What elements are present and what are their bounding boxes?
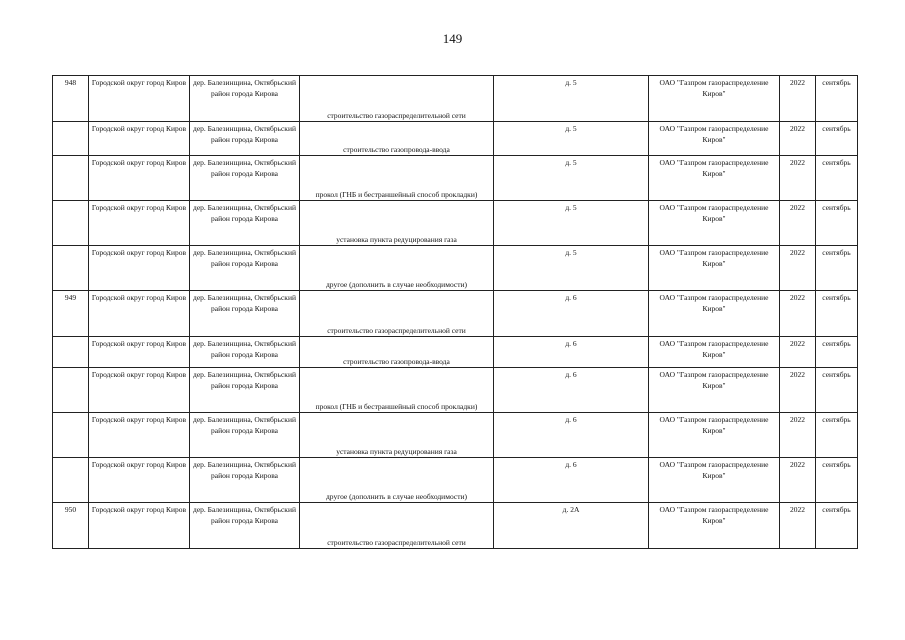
work-type-text: строительство газопровода-ввода <box>343 357 450 366</box>
table-row <box>53 122 858 156</box>
work-type-cell <box>300 156 494 201</box>
month-cell: сентябрь <box>816 337 858 368</box>
locality-cell: дер. Балезинщина, Октябрьский район города Кирова <box>190 368 300 413</box>
work-type-text: установка пункта редуцирования газа <box>336 235 457 244</box>
municipality-cell: Городской округ город Киров <box>89 368 190 413</box>
house-number-cell: д. 5 <box>494 122 649 156</box>
house-number-cell: д. 6 <box>494 458 649 503</box>
row-number-cell <box>53 458 89 503</box>
table-row <box>53 201 858 246</box>
house-number-cell: д. 5 <box>494 156 649 201</box>
organization-cell: ОАО "Газпром газораспределение Киров" <box>649 76 780 122</box>
month-cell: сентябрь <box>816 458 858 503</box>
table-row <box>53 291 858 337</box>
house-number-cell: д. 6 <box>494 413 649 458</box>
table-body <box>53 76 858 549</box>
year-cell: 2022 <box>780 413 816 458</box>
organization-cell: ОАО "Газпром газораспределение Киров" <box>649 291 780 337</box>
work-type-cell <box>300 76 494 122</box>
year-cell: 2022 <box>780 76 816 122</box>
work-type-cell <box>300 503 494 549</box>
row-number-cell <box>53 156 89 201</box>
organization-cell: ОАО "Газпром газораспределение Киров" <box>649 156 780 201</box>
row-number-cell <box>53 368 89 413</box>
month-cell: сентябрь <box>816 76 858 122</box>
locality-cell: дер. Балезинщина, Октябрьский район города Кирова <box>190 122 300 156</box>
house-number-cell: д. 6 <box>494 291 649 337</box>
work-type-text: установка пункта редуцирования газа <box>336 447 457 456</box>
year-cell: 2022 <box>780 368 816 413</box>
row-number-cell <box>53 413 89 458</box>
table-row <box>53 246 858 291</box>
municipality-cell: Городской округ город Киров <box>89 458 190 503</box>
organization-cell: ОАО "Газпром газораспределение Киров" <box>649 503 780 549</box>
month-cell: сентябрь <box>816 368 858 413</box>
municipality-cell: Городской округ город Киров <box>89 337 190 368</box>
organization-cell: ОАО "Газпром газораспределение Киров" <box>649 201 780 246</box>
page-number: 149 <box>442 31 463 46</box>
month-cell: сентябрь <box>816 291 858 337</box>
work-type-cell <box>300 368 494 413</box>
organization-cell: ОАО "Газпром газораспределение Киров" <box>649 458 780 503</box>
table-row <box>53 458 858 503</box>
month-cell: сентябрь <box>816 413 858 458</box>
municipality-cell: Городской округ город Киров <box>89 503 190 549</box>
table-row <box>53 503 858 549</box>
organization-cell: ОАО "Газпром газораспределение Киров" <box>649 368 780 413</box>
table-row <box>53 368 858 413</box>
row-number-cell <box>53 201 89 246</box>
row-number-cell: 948 <box>53 76 89 122</box>
work-type-text: строительство газопровода-ввода <box>343 145 450 154</box>
work-type-text: строительство газораспределительной сети <box>327 326 466 335</box>
municipality-cell: Городской округ город Киров <box>89 122 190 156</box>
municipality-cell: Городской округ город Киров <box>89 156 190 201</box>
locality-cell: дер. Балезинщина, Октябрьский район города Кирова <box>190 458 300 503</box>
month-cell: сентябрь <box>816 246 858 291</box>
year-cell: 2022 <box>780 246 816 291</box>
municipality-cell: Городской округ город Киров <box>89 76 190 122</box>
work-type-cell <box>300 201 494 246</box>
locality-cell: дер. Балезинщина, Октябрьский район города Кирова <box>190 246 300 291</box>
year-cell: 2022 <box>780 458 816 503</box>
row-number-cell <box>53 246 89 291</box>
work-type-cell <box>300 337 494 368</box>
month-cell: сентябрь <box>816 122 858 156</box>
municipality-cell: Городской округ город Киров <box>89 246 190 291</box>
year-cell: 2022 <box>780 503 816 549</box>
year-cell: 2022 <box>780 201 816 246</box>
month-cell: сентябрь <box>816 156 858 201</box>
row-number-cell: 949 <box>53 291 89 337</box>
work-type-cell <box>300 291 494 337</box>
municipality-cell: Городской округ город Киров <box>89 291 190 337</box>
year-cell: 2022 <box>780 291 816 337</box>
house-number-cell: д. 5 <box>494 246 649 291</box>
work-type-text: другое (дополнить в случае необходимости) <box>325 492 468 501</box>
work-type-text: строительство газораспределительной сети <box>327 111 466 120</box>
locality-cell: дер. Балезинщина, Октябрьский район города Кирова <box>190 156 300 201</box>
work-type-text: другое (дополнить в случае необходимости) <box>325 280 468 289</box>
work-type-cell <box>300 122 494 156</box>
municipality-cell: Городской округ город Киров <box>89 413 190 458</box>
organization-cell: ОАО "Газпром газораспределение Киров" <box>649 413 780 458</box>
year-cell: 2022 <box>780 156 816 201</box>
gas-works-table <box>52 75 858 549</box>
house-number-cell: д. 5 <box>494 76 649 122</box>
table-row <box>53 156 858 201</box>
organization-cell: ОАО "Газпром газораспределение Киров" <box>649 246 780 291</box>
house-number-cell: д. 2А <box>494 503 649 549</box>
table-row <box>53 413 858 458</box>
locality-cell: дер. Балезинщина, Октябрьский район города Кирова <box>190 76 300 122</box>
municipality-cell: Городской округ город Киров <box>89 201 190 246</box>
house-number-cell: д. 6 <box>494 368 649 413</box>
row-number-cell <box>53 122 89 156</box>
work-type-cell <box>300 413 494 458</box>
house-number-cell: д. 6 <box>494 337 649 368</box>
locality-cell: дер. Балезинщина, Октябрьский район города Кирова <box>190 201 300 246</box>
row-number-cell: 950 <box>53 503 89 549</box>
work-type-text: строительство газораспределительной сети <box>327 538 466 547</box>
work-type-text: прокол (ГНБ и бестраншейный способ прокладки) <box>315 402 478 411</box>
table-row <box>53 76 858 122</box>
organization-cell: ОАО "Газпром газораспределение Киров" <box>649 122 780 156</box>
row-number-cell <box>53 337 89 368</box>
locality-cell: дер. Балезинщина, Октябрьский район города Кирова <box>190 291 300 337</box>
work-type-cell <box>300 458 494 503</box>
month-cell: сентябрь <box>816 201 858 246</box>
locality-cell: дер. Балезинщина, Октябрьский район города Кирова <box>190 413 300 458</box>
work-type-text: прокол (ГНБ и бестраншейный способ прокладки) <box>315 190 478 199</box>
organization-cell: ОАО "Газпром газораспределение Киров" <box>649 337 780 368</box>
year-cell: 2022 <box>780 122 816 156</box>
month-cell: сентябрь <box>816 503 858 549</box>
locality-cell: дер. Балезинщина, Октябрьский район города Кирова <box>190 337 300 368</box>
house-number-cell: д. 5 <box>494 201 649 246</box>
year-cell: 2022 <box>780 337 816 368</box>
locality-cell: дер. Балезинщина, Октябрьский район города Кирова <box>190 503 300 549</box>
table-row <box>53 337 858 368</box>
work-type-cell <box>300 246 494 291</box>
